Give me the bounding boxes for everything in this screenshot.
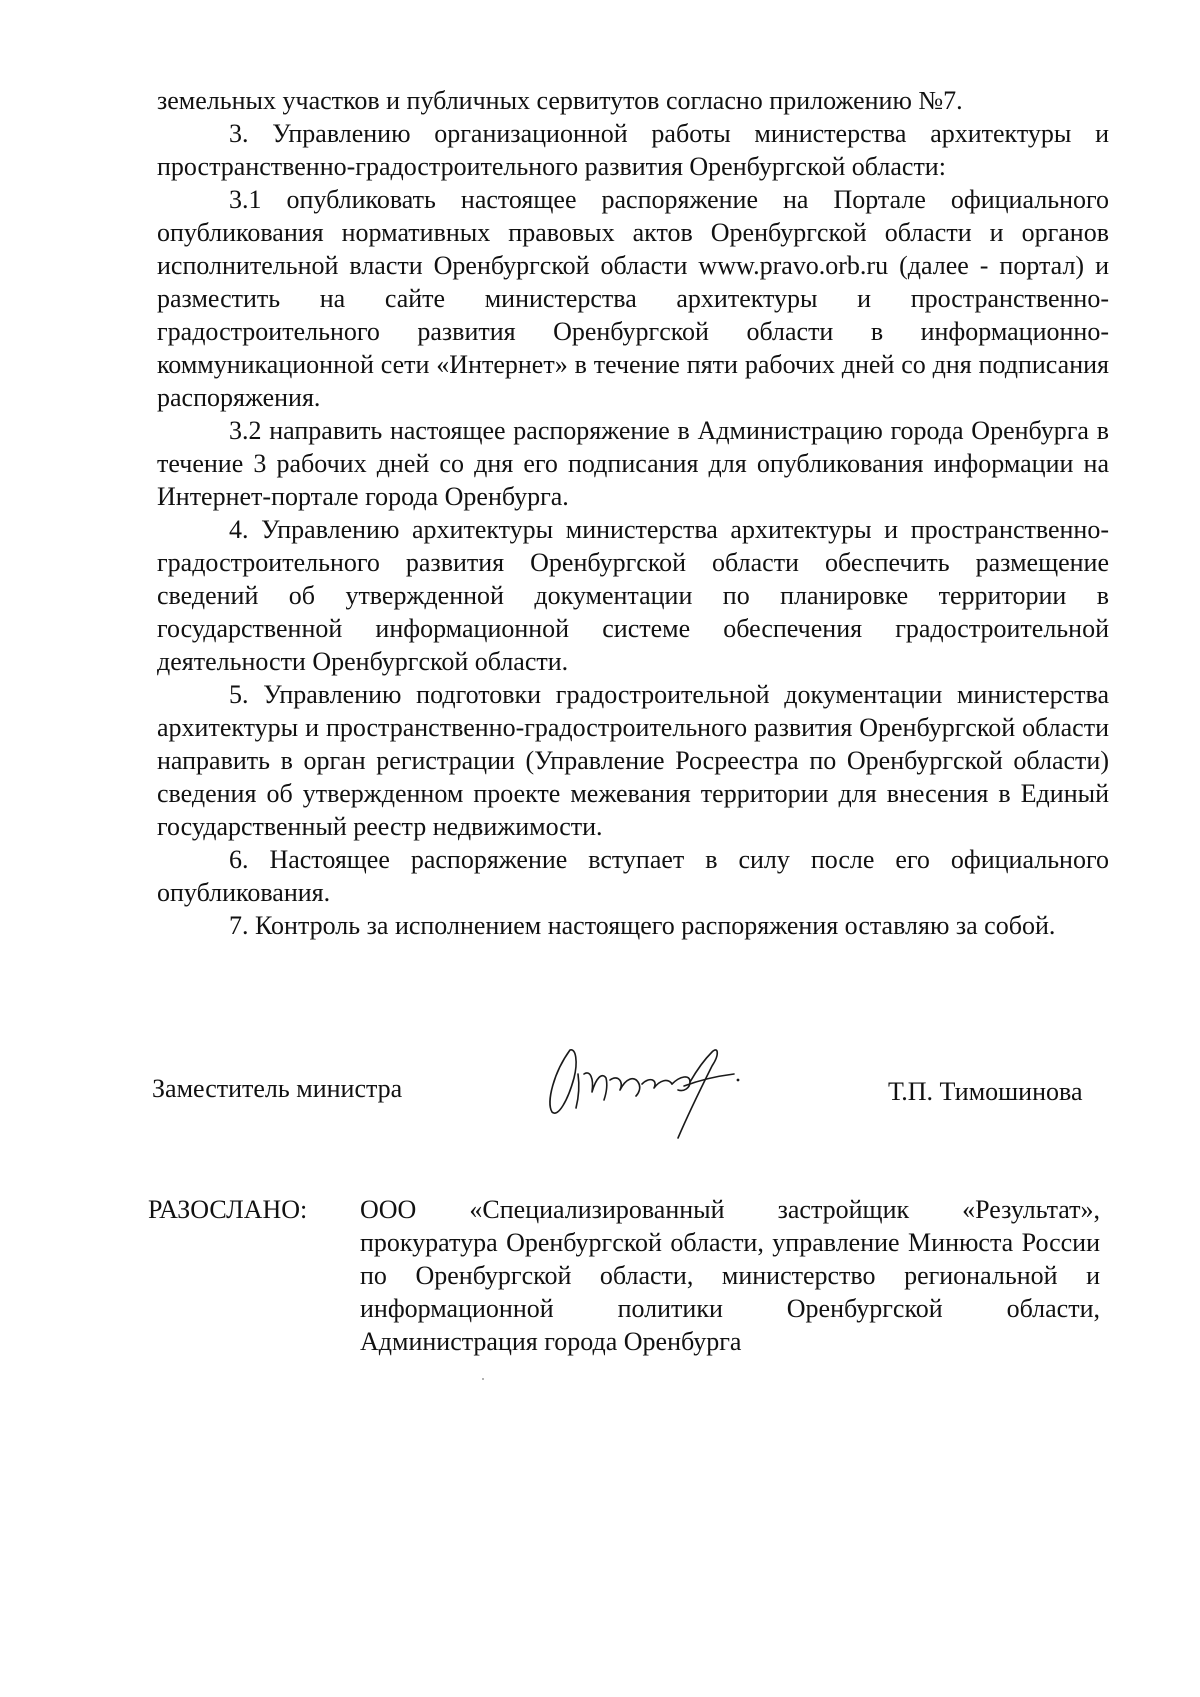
scan-speck (482, 1378, 484, 1380)
paragraph-7: 7. Контроль за исполнением настоящего распоряжения оставляю за собой. (229, 911, 1056, 940)
paragraph-6: 6. Настоящее распоряжение вступает в силу после его официального опубликования. (157, 845, 1109, 907)
signer-name: Т.П. Тимошинова (888, 1077, 1083, 1106)
distribution-label: РАЗОСЛАНО: (148, 1195, 308, 1224)
paragraph-3-1: 3.1 опубликовать настоящее распоряжение на Портале официального опубликования нормативных правовых актов Оренбургской области и органов исполнительной власти Оренбургской области www.pravo.orb.ru (далее - портал) и разместить на сайте министерства архитектуры и пространственно-градостроительного развития Оренбургской области в информационно-коммуникационной сети «Интернет» в течение пяти рабочих дней со дня подписания распоряжения. (157, 185, 1109, 412)
document-body (157, 84, 1109, 942)
paragraph-4: 4. Управлению архитектуры министерства архитектуры и пространственно-градостроительного развития Оренбургской области обеспечить размещение сведений об утвержденной документации по планировке территории в государственной информационной системе обеспечения градостроительной деятельности Оренбургской области. (157, 515, 1109, 676)
paragraph-5: 5. Управлению подготовки градостроительной документации министерства архитектуры и пространственно-градостроительного развития Оренбургской области направить в орган регистрации (Управление Росреестра по Оренбургской области) сведения об утвержденном проекте межевания территории для внесения в Единый государственный реестр недвижимости. (157, 680, 1109, 841)
paragraph-3-2: 3.2 направить настоящее распоряжение в Администрацию города Оренбурга в течение 3 рабочих дней со дня его подписания для опубликования информации на Интернет-портале города Оренбурга. (157, 416, 1109, 511)
paragraph-2-continuation: земельных участков и публичных сервитутов согласно приложению №7. (157, 86, 963, 115)
signer-position: Заместитель министра (152, 1074, 403, 1103)
distribution-list: ООО «Специализированный застройщик «Результат», прокуратура Оренбургской области, управление Минюста России по Оренбургской области, министерство региональной и информационной политики Оренбургской области, Администрация города Оренбурга (360, 1195, 1100, 1356)
paragraph-3: 3. Управлению организационной работы министерства архитектуры и пространственно-градостроительного развития Оренбургской области: (157, 119, 1109, 181)
handwritten-signature (540, 1030, 770, 1145)
